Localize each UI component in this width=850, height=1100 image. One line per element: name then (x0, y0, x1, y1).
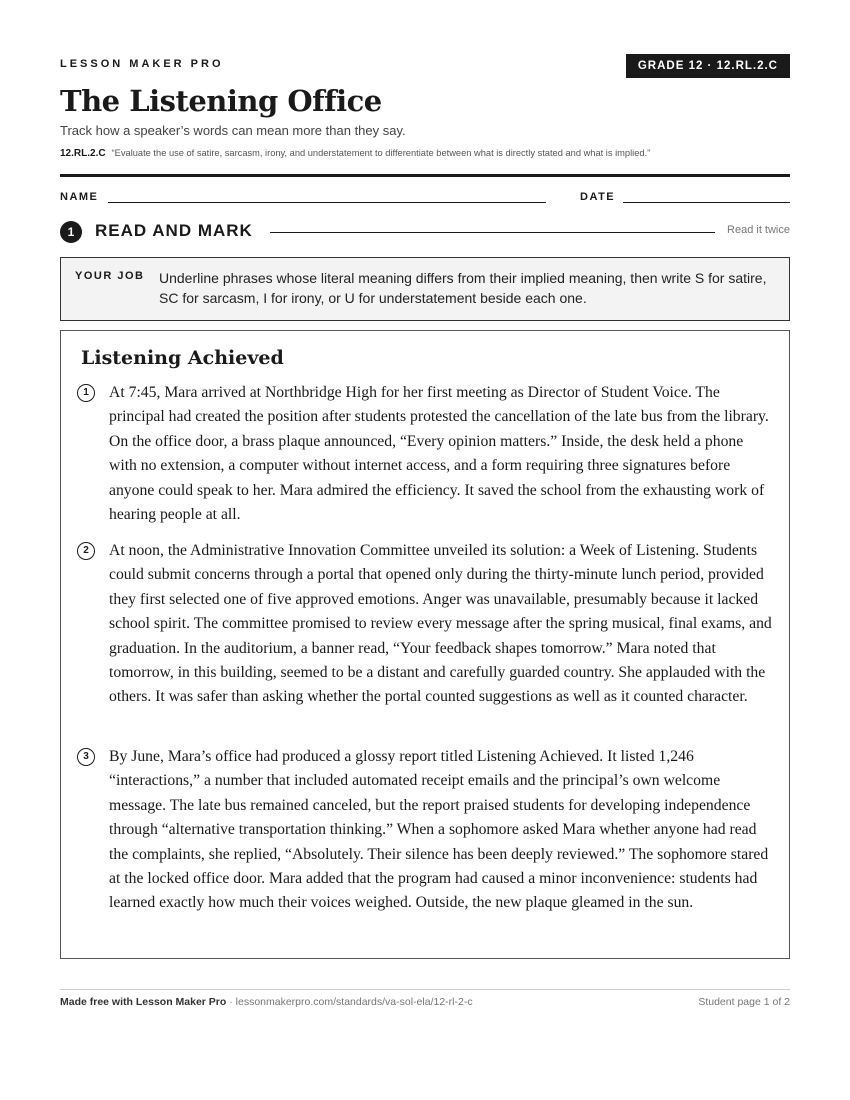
step-number-badge: 1 (60, 221, 82, 243)
footer-url[interactable]: lessonmakerpro.com/standards/va-sol-ela/12-rl-2-c (235, 996, 473, 1008)
header-divider (60, 174, 790, 177)
footer-made-with: Made free with Lesson Maker Pro (60, 996, 227, 1008)
paragraph-text: At noon, the Administrative Innovation Committee unveiled its solution: a Week of Listening. Students could submit concerns through a portal that opened only during the thirty-minute lunch period, provided they first selected one of five approved emotions. Anger was unavailable, presumably because it lacked school spirit. The committee promised to review every message after the spring musical, final exams, and graduation. In the auditorium, a banner read, “Your feedback shapes tomorrow.” Mara noted that tomorrow, in this building, seemed to be a distant and carefully guarded country. She applauded with the others. It was safer than asking whether the portal counted suggestions as well as it counted character. (109, 542, 772, 706)
paragraph-number: 1 (77, 384, 95, 402)
passage-title: Listening Achieved (81, 347, 284, 369)
name-field[interactable] (108, 202, 546, 203)
brand-name: LESSON MAKER PRO (60, 58, 224, 70)
standard-line (60, 148, 650, 159)
instructions-box (60, 257, 790, 321)
footer-credit (60, 996, 473, 1008)
section-header (60, 219, 790, 245)
section-title: READ AND MARK (95, 221, 253, 240)
reading-passage (60, 330, 790, 959)
name-label: NAME (60, 191, 99, 203)
paragraph-text: At 7:45, Mara arrived at Northbridge High for her first meeting as Director of Student Voice. The principal had created the position after students protested the cancellation of the late bus from the library. On the office door, a brass plaque announced, “Every opinion matters.” Inside, the desk held a phone with no extension, a computer without internet access, and a form requiring three signatures before anyone could speak to her. Mara admired the efficiency. It saved the school from the exhausting work of hearing people at all. (109, 384, 769, 524)
page-subtitle: Track how a speaker’s words can mean more than they say. (60, 123, 406, 138)
paragraph-text: By June, Mara’s office had produced a glossy report titled Listening Achieved. It listed 1,246 “interactions,” a number that included automated receipt emails and the principal’s own welcome message. The late bus remained canceled, but the report praised students for developing independence through “alternative transportation thinking.” When a sophomore asked Mara whether anyone had read the complaints, she replied, “Absolutely. Their silence has been deeply reviewed.” The sophomore stared at the locked office door. Mara added that the program had caused a minor inconvenience: students had learned exactly how much their voices weighed. Outside, the new plaque gleamed in the sun. (109, 748, 769, 912)
footer-separator: · (226, 996, 236, 1008)
paragraph-number: 3 (77, 748, 95, 766)
footer-divider (60, 989, 790, 990)
standard-text: “Evaluate the use of satire, sarcasm, irony, and understatement to differentiate between what is directly stated and what is implied.” (111, 148, 651, 158)
section-divider (270, 232, 715, 233)
page-indicator: Student page 1 of 2 (698, 996, 790, 1008)
grade-badge: GRADE 12 · 12.RL.2.C (626, 54, 790, 78)
standard-code: 12.RL.2.C (60, 148, 106, 159)
date-label: DATE (580, 191, 616, 203)
date-field[interactable] (623, 202, 790, 203)
paragraph-number: 2 (77, 542, 95, 560)
instructions-text: Underline phrases whose literal meaning differs from their implied meaning, then write S for satire, SC for sarcasm, I for irony, or U for understatement beside each one. (159, 270, 767, 306)
section-hint: Read it twice (727, 224, 790, 236)
page-title: The Listening Office (60, 84, 382, 118)
top-bar (60, 54, 790, 78)
name-date-row (60, 190, 790, 206)
instructions-label: YOUR JOB (75, 270, 145, 282)
